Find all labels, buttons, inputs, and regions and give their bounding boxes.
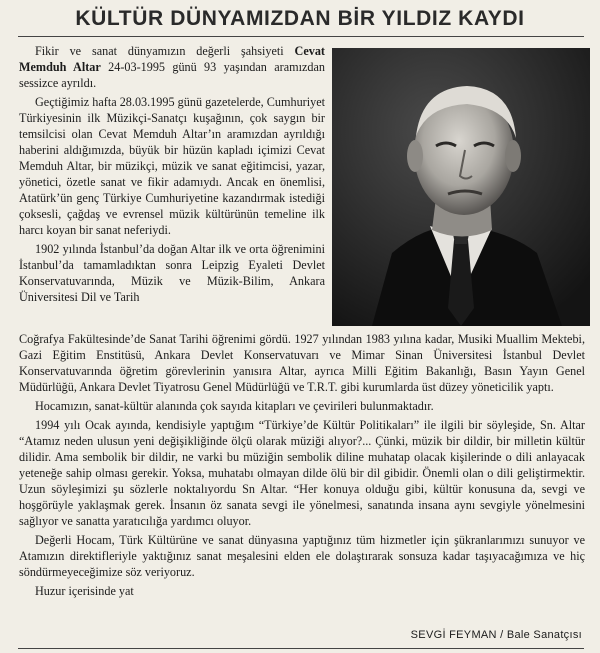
portrait-photo: [332, 48, 590, 326]
paragraph: 1994 yılı Ocak ayında, kendisiyle yaptığım “Türkiye’de Kültür Politikaları” ile ilgili bir söyleşide, Sn. Altar “Atamız neden ulusun yeni değişikliğinde ölçü olarak müziği alıyor?... Çünki, müzik bir dildir, bir milletin kültür dilidir. Ama sembolik bir dildir, ne varki bu müziğin sembolik diline muhatap olacak kişilerinde o dili anlayacak yeteneğe sahip olması gerekir. Yoksa, muhatabı olmayan dilde ölü bir dil gibidir. Önemli olan o dili geliştirmektir. Uzun söyleşimizi şu sözlerle noktalıyordu Sn Altar. “Her konuya olduğu gibi, kültür konusuna da, sevgi ve hoşgörüyle yaklaşmak gerek. İnsanın öz sanata sevgi ile yönelmesi, sanatında insana aynı sevgiyle yönelmesini sağlıyor ve sanatta yaratıcılığa yardımcı oluyor.: [19, 418, 585, 528]
signature: SEVGİ FEYMAN / Bale Sanatçısı: [410, 629, 582, 641]
intro-column: [19, 43, 325, 308]
paragraph: Değerli Hocam, Türk Kültürüne ve sanat dünyasına yaptığınız tüm hizmetler için şükranlarımızı sunuyor ve Atamızın direktifleriyle yaktığınız sanat meşalesini elden ele dolaştırarak sonsuza kadar taşıyacağımıza ve hiç söndürmeyeceğimize söz veriyoruz.: [19, 533, 585, 579]
paragraph: Huzur içerisinde yat: [35, 584, 134, 598]
intro-paragraph: [19, 43, 325, 91]
title-rule: [18, 36, 584, 37]
intro-text: Fikir ve sanat dünyamızın değerli şahsiyeti: [35, 44, 284, 58]
paragraph: Coğrafya Fakültesinde’de Sanat Tarihi öğrenimi gördü. 1927 yılından 1983 yılına kadar, Musiki Muallim Mektebi, Gazi Eğitim Enstitüsü, Ankara Devlet Konservatuvarı ve Mimar Sinan Üniversitesi İstanbul Devlet Konservatuvarında öğretim görevlerinin yanısıra Altar, ayrıca Milli Eğitim Bakanlığı, Basın Yayın Genel Müdürlüğü, Ankara Devlet Tiyatrosu Genel Müdürlüğü ve T.R.T. gibi kurumlarda üst düzey yöneticilik yaptı.: [19, 332, 585, 394]
paragraph: Geçtiğimiz hafta 28.03.1995 günü gazetelerde, Cumhuriyet Türkiyesinin ilk Müzikçi-Sanatçı kuşağının, çok saygın bir temsilcisi olan Cevat Memduh Altar’ın aramızdan ayrıldığı haberini aldığımızda, büyük bir hüzün kapladı içimizi Cevat Memduh Altar, bir müzikçi, müzik ve sanat eğitimcisi, yazar, yönetici, özetle sanat ve fikir adamıydı. Ancak en önemlisi, Atatürk’ün genç Türkiye Cumhuriyetine kazandırmak istediği çoksesli, çağdaş ve evrensel müzik kültürünün temeline ilk harcı koyan bir sanat neferiydi.: [19, 95, 325, 237]
person-name: Cevat Memduh Altar: [19, 44, 325, 74]
paragraph: Hocamızın, sanat-kültür alanında çok sayıda kitapları ve çevirileri bulunmaktadır.: [35, 399, 434, 413]
portrait-image: [332, 48, 590, 326]
article-title: KÜLTÜR DÜNYAMIZDAN BİR YILDIZ KAYDI: [75, 7, 525, 30]
bottom-rule: [18, 648, 584, 649]
intro-text-end: 24-03-1995 günü 93 yaşından aramızdan sessizce ayrıldı.: [19, 60, 325, 90]
full-width-text: [19, 331, 585, 602]
paragraph: 1902 yılında İstanbul’da doğan Altar ilk ve orta öğrenimini İstanbul’da tamamladıktan sonra Leipzig Eyaleti Devlet Konservatuvarında, Müzik ve Müzik-Bilim, Ankara Üniversitesi Dil ve Tarih: [19, 242, 325, 304]
